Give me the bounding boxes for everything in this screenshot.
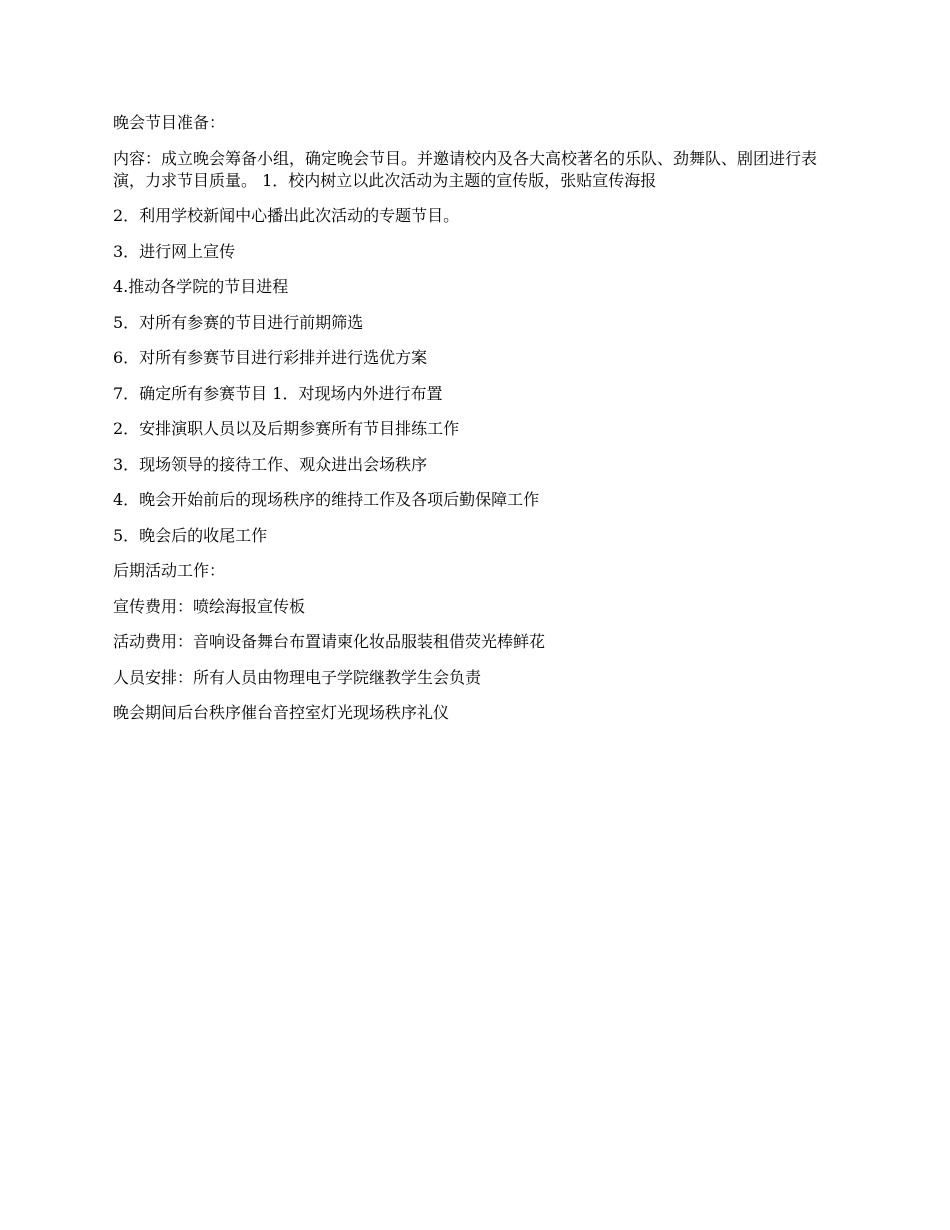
paragraph-content: 内容：成立晚会筹备小组，确定晚会节目。并邀请校内及各大高校著名的乐队、劲舞队、剧团进行表演，力求节目质量。 1．校内树立以此次活动为主题的宣传版，张贴宣传海报: [113, 148, 818, 190]
list-item: 2．安排演职人员以及后期参赛所有节目排练工作: [113, 419, 460, 438]
promotion-cost-line: 宣传费用：喷绘海报宣传板: [113, 596, 306, 616]
list-item: 4．晚会开始前后的现场秩序的维持工作及各项后勤保障工作: [113, 490, 540, 509]
list-item: 6．对所有参赛节目进行彩排并进行选优方案: [113, 348, 428, 367]
list-item: 5．晚会后的收尾工作: [113, 525, 268, 545]
list-item: 4.推动各学院的节目进程: [113, 277, 289, 296]
backstage-duties-line: 晚会期间后台秩序催台音控室灯光现场秩序礼仪: [113, 703, 450, 722]
heading-post-activity: 后期活动工作：: [113, 561, 226, 580]
list-item: 3．现场领导的接待工作、观众进出会场秩序: [113, 454, 428, 474]
activity-cost-line: 活动费用：音响设备舞台布置请柬化妆品服装租借荧光棒鲜花: [113, 632, 546, 651]
list-item: 2．利用学校新闻中心播出此次活动的专题节目。: [113, 206, 460, 225]
staffing-line: 人员安排：所有人员由物理电子学院继教学生会负责: [113, 667, 482, 687]
list-item: 7．确定所有参赛节目 1．对现场内外进行布置: [113, 383, 443, 403]
list-item: 3．进行网上宣传: [113, 241, 236, 261]
document-body: [113, 112, 843, 738]
heading-program-prep: 晚会节目准备：: [113, 113, 226, 132]
list-item: 5．对所有参赛的节目进行前期筛选: [113, 312, 364, 332]
